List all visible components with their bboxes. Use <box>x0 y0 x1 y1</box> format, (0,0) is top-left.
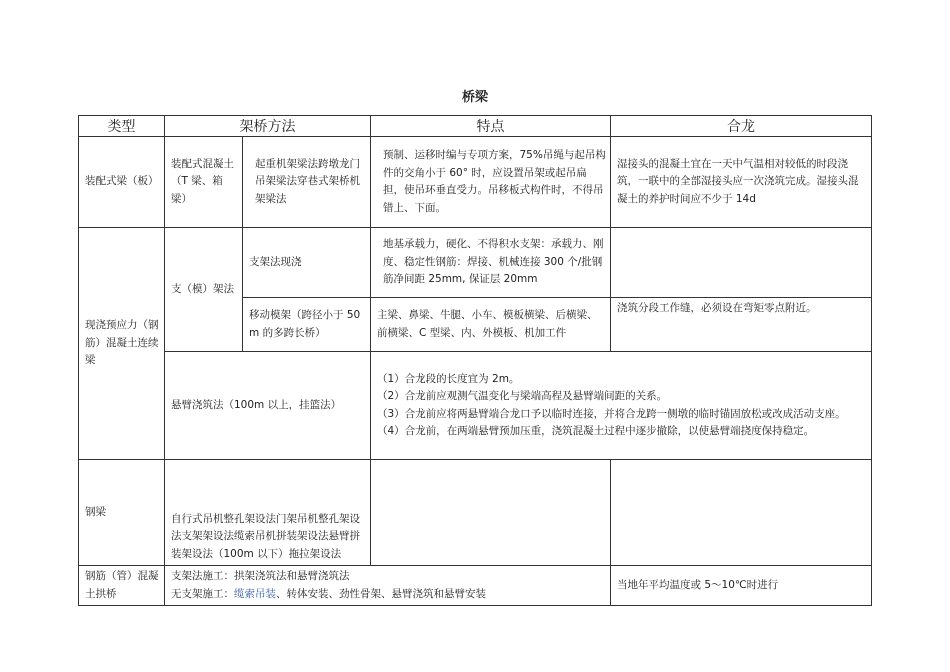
row1-type: 装配式梁（板） <box>79 137 165 228</box>
row1-method-b: 起重机架梁法跨墩龙门吊架梁法穿巷式架桥机架梁法 <box>243 137 371 228</box>
row4-method-line2 <box>171 586 606 604</box>
row2-sub1-method: 支架法现浇 <box>243 228 371 298</box>
list-item: （4）合龙前，在两端悬臂预加压重，浇筑混凝土过程中逐步撤除，以使悬臂端挠度保持稳定。 <box>377 425 815 437</box>
row2-support: 支（模）架法 <box>165 228 243 352</box>
table-row <box>79 352 872 460</box>
page-title: 桥梁 <box>461 90 488 105</box>
row1-method-a: 装配式混凝土（T 梁、箱梁） <box>165 137 243 228</box>
table-row <box>79 137 872 228</box>
row2-sub1-closure <box>611 228 872 298</box>
header-closure: 合龙 <box>611 116 872 137</box>
list-item: （2）合龙前应观测气温变化与梁端高程及悬臂端间距的关系。 <box>377 390 668 402</box>
row3-method: 自行式吊机整孔架设法门架吊机整孔架设法支架架设法缆索吊机拼装架设法悬臂拼装架设法（100m 以下）拖拉架设法 <box>165 460 371 566</box>
table-row <box>79 566 872 606</box>
row2-sub2-method: 移动模架（跨径小于 50m 的多跨长桥） <box>243 298 371 352</box>
row3-type: 钢梁 <box>79 460 165 566</box>
row2-cantilever-method: 悬臂浇筑法（100m 以上，挂篮法） <box>165 352 371 460</box>
row1-closure: 湿接头的混凝土宜在一天中气温相对较低的时段浇筑，一联中的全部湿接头应一次浇筑完成。湿接头混凝土的养护时间应不少于 14d <box>611 137 872 228</box>
row2-sub2-feature: 主梁、鼻梁、牛腿、小车、模板横梁、后横梁、前横梁、C 型梁、内、外模板、机加工件 <box>371 298 611 352</box>
row3-feature <box>371 460 611 566</box>
cable-hoisting-link[interactable]: 缆索吊装 <box>234 587 276 600</box>
row2-sub2-closure: 浇筑分段工作缝，必须设在弯矩零点附近。 <box>611 298 872 352</box>
row1-feature: 预制、运移时编与专项方案，75%吊绳与起吊构件的交角小于 60° 时，应设置吊架或起吊扁担，使吊环垂直受力。吊移板式构件时，不得吊错上、下面。 <box>371 137 611 228</box>
table-row <box>79 460 872 566</box>
header-method: 架桥方法 <box>165 116 371 137</box>
row4-type: 钢筋（管）混凝土拱桥 <box>79 566 165 606</box>
table-row <box>79 228 872 298</box>
bridge-table <box>78 115 872 606</box>
row4-closure: 当地年平均温度或 5～10℃时进行 <box>611 566 872 606</box>
row3-closure <box>611 460 872 566</box>
row4-method-prefix: 无支架施工： <box>171 587 234 600</box>
row4-method-line1: 支架法施工：拱架浇筑法和悬臂浇筑法 <box>171 570 350 582</box>
row2-type: 现浇预应力（钢筋）混凝土连续梁 <box>79 228 165 460</box>
row4-method <box>165 566 611 606</box>
header-type: 类型 <box>79 116 165 137</box>
row2-sub1-feature: 地基承载力，硬化、不得积水支架：承载力、刚度、稳定性钢筋：焊接、机械连接 300 个/批钢筋净间距 25mm, 保证层 20mm <box>371 228 611 298</box>
header-row <box>79 116 872 137</box>
row4-method-suffix: 、转体安装、劲性骨架、悬臂浇筑和悬臂安装 <box>276 587 486 600</box>
list-item: （1）合龙段的长度宜为 2m。 <box>377 372 520 385</box>
list-item: （3）合龙前应将两悬臂端合龙口予以临时连接，并将合龙跨一侧墩的临时锚固放松或改成活动支座。 <box>377 407 846 420</box>
header-feature: 特点 <box>371 116 611 137</box>
row2-cantilever-points <box>371 352 872 460</box>
